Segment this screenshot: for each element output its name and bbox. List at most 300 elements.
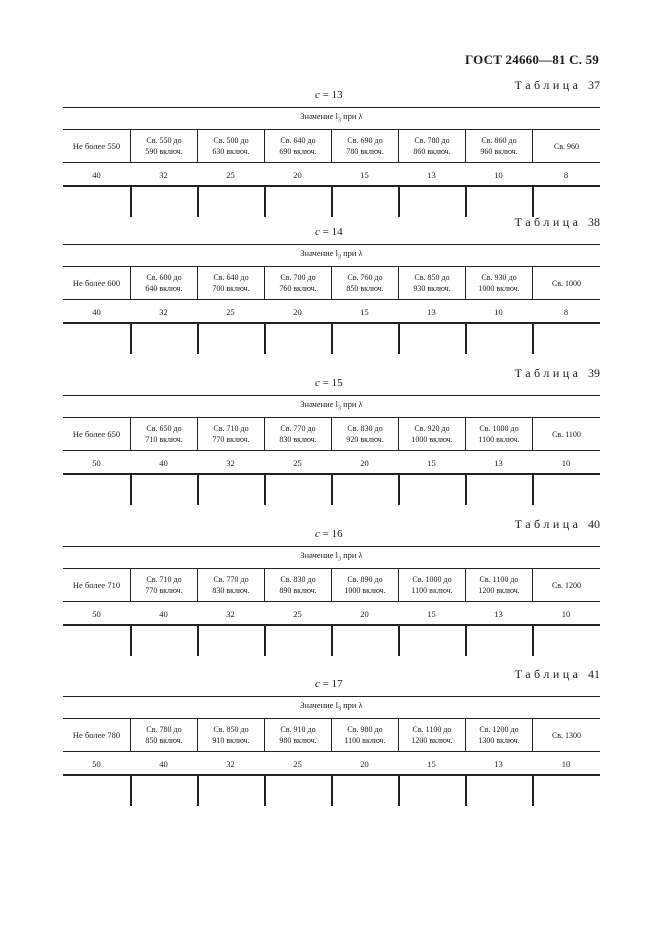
empty-cell: [197, 187, 264, 217]
value-cell: 32: [159, 307, 168, 317]
table-label: [515, 366, 600, 381]
column-header-text: [554, 141, 579, 152]
empty-row: [63, 776, 600, 806]
heading-subscript: 3: [337, 405, 341, 412]
column-header-line2: 700 включ.: [212, 284, 250, 293]
column-header: [532, 719, 600, 751]
column-headers: [63, 130, 600, 162]
empty-cell: [63, 187, 130, 217]
value-cell: 20: [293, 170, 302, 180]
c-symbol: c: [315, 89, 323, 101]
value-cell: 8: [563, 170, 569, 180]
value-cell: 32: [226, 609, 235, 619]
empty-cell: [331, 626, 398, 656]
column-header-line1: Св. 830 до: [347, 424, 383, 433]
value-cell: 10: [561, 759, 571, 769]
column-header: [398, 130, 465, 162]
column-header-text: [145, 135, 182, 157]
empty-cell: [532, 626, 600, 656]
column-header-line2: 920 включ.: [346, 435, 384, 444]
column-header: [130, 569, 197, 601]
c-symbol: c: [315, 226, 323, 238]
value-cell: 25: [226, 307, 235, 317]
empty-cell: [465, 776, 532, 806]
table-number: 40: [588, 517, 600, 531]
column-header-line1: Св. 780 до: [414, 136, 450, 145]
column-header-line1: Св. 650 до: [146, 424, 182, 433]
column-header: [63, 418, 130, 450]
c-equation: [315, 226, 343, 238]
column-header-line2: 780 включ.: [346, 147, 384, 156]
value-cell: 13: [427, 170, 436, 180]
table-heading: [63, 700, 600, 713]
column-header-line1: Св. 890 до: [347, 575, 383, 584]
empty-cell: [130, 475, 197, 505]
column-header-text: [279, 724, 316, 746]
empty-cell: [130, 324, 197, 354]
column-header-line1: Св. 980 до: [347, 725, 383, 734]
c-value: = 17: [322, 678, 343, 690]
empty-cell: [264, 475, 331, 505]
value-cell: 32: [159, 170, 168, 180]
column-header-line2: 1100 включ.: [478, 435, 520, 444]
column-header-text: [73, 141, 120, 152]
column-header: [331, 569, 398, 601]
column-header-line1: Св. 860 до: [481, 136, 517, 145]
column-header-text: [212, 272, 249, 294]
column-header-line1: Св. 850 до: [414, 273, 450, 282]
header-bottom-rule: [63, 299, 600, 300]
column-header: [532, 418, 600, 450]
heading-text: Значение l: [300, 111, 338, 121]
empty-cell: [63, 776, 130, 806]
value-cell: 32: [226, 759, 235, 769]
column-header-line2: 850 включ.: [145, 736, 183, 745]
column-header-line2: 770 включ.: [145, 586, 183, 595]
table-block: [63, 215, 600, 357]
table-label-text: Таблица: [514, 517, 588, 531]
values-row: [63, 458, 600, 468]
c-value: = 13: [322, 89, 343, 101]
column-header-line1: Св. 700 до: [280, 273, 316, 282]
value-cell: 13: [494, 458, 503, 468]
column-header-text: [73, 730, 120, 741]
column-header-text: [411, 574, 452, 596]
column-header-text: [344, 724, 385, 746]
empty-cell: [532, 324, 600, 354]
table-top-rule: [63, 107, 600, 108]
value-cell: 10: [494, 307, 503, 317]
page-header: ГОСТ 24660—81 С. 59: [465, 52, 599, 67]
empty-cell: [63, 324, 130, 354]
column-headers: [63, 418, 600, 450]
column-header-line2: 860 включ.: [413, 147, 451, 156]
value-cell: 10: [561, 609, 571, 619]
column-header-line1: Св. 710 до: [213, 424, 249, 433]
column-header-line2: 760 включ.: [279, 284, 317, 293]
column-header-line1: Св. 930 до: [481, 273, 517, 282]
empty-cell: [465, 324, 532, 354]
column-header: [264, 418, 331, 450]
column-header-text: [212, 135, 249, 157]
column-header-line2: 830 включ.: [279, 435, 317, 444]
column-header-line2: 930 включ.: [413, 284, 451, 293]
value-cell: 40: [92, 307, 101, 317]
table-top-rule: [63, 244, 600, 245]
table-label-text: Таблица: [514, 667, 588, 681]
column-header: [331, 267, 398, 299]
column-header: [63, 267, 130, 299]
column-header: [398, 719, 465, 751]
header-bottom-rule: [63, 601, 600, 602]
column-header-line1: Св. 1100 до: [479, 575, 519, 584]
c-symbol: c: [315, 528, 323, 540]
column-header-line1: Св. 1000 до: [479, 424, 519, 433]
column-header-text: [346, 272, 383, 294]
column-header-text: [279, 423, 316, 445]
column-header: [130, 267, 197, 299]
value-cell: 40: [159, 458, 168, 468]
heading-text: Значение l: [300, 399, 338, 409]
column-header-line2: 1200 включ.: [411, 736, 453, 745]
column-header: [63, 719, 130, 751]
column-header-line2: 770 включ.: [212, 435, 250, 444]
column-header-text: [145, 574, 182, 596]
column-header: [130, 418, 197, 450]
column-header-text: [478, 423, 519, 445]
value-cell: 20: [293, 307, 302, 317]
c-equation: [315, 89, 343, 101]
table-heading: [63, 550, 600, 563]
column-header-line1: Св. 710 до: [146, 575, 182, 584]
table-label: [515, 667, 600, 682]
column-header: [264, 719, 331, 751]
empty-cell: [197, 776, 264, 806]
value-cell: 8: [563, 307, 569, 317]
column-header-text: [478, 574, 519, 596]
column-header-line1: Св. 550 до: [146, 136, 182, 145]
column-header-text: [145, 423, 182, 445]
column-header: [331, 418, 398, 450]
column-header: [264, 130, 331, 162]
column-header-text: [552, 730, 581, 741]
column-header: [532, 130, 600, 162]
table-heading: [63, 248, 600, 261]
empty-cell: [264, 324, 331, 354]
column-header: [532, 569, 600, 601]
column-header-text: [145, 272, 182, 294]
value-cell: 50: [92, 609, 101, 619]
table-block: [63, 667, 600, 809]
heading-tail: при λ: [340, 248, 363, 258]
column-header-text: [478, 272, 519, 294]
empty-cell: [63, 475, 130, 505]
column-header-line2: 980 включ.: [279, 736, 317, 745]
empty-cell: [398, 324, 465, 354]
column-header-text: [478, 724, 519, 746]
column-header-text: [411, 724, 452, 746]
value-cell: 15: [427, 759, 436, 769]
value-cell: 15: [360, 170, 369, 180]
value-cell: 25: [226, 170, 235, 180]
column-header-text: [346, 423, 383, 445]
value-cell: 13: [427, 307, 436, 317]
value-cell: 10: [561, 458, 571, 468]
column-header: [465, 130, 532, 162]
value-cell: 20: [360, 759, 369, 769]
column-header-line2: 830 включ.: [212, 586, 250, 595]
c-equation: [315, 528, 343, 540]
empty-row: [63, 324, 600, 354]
column-header-line2: 1100 включ.: [344, 736, 386, 745]
column-header-line2: 1000 включ.: [411, 435, 453, 444]
empty-row: [63, 187, 600, 217]
empty-cell: [532, 776, 600, 806]
column-header: [398, 267, 465, 299]
column-header-line2: 1000 включ.: [478, 284, 520, 293]
column-header: [63, 569, 130, 601]
column-header: [465, 418, 532, 450]
column-header: [197, 418, 264, 450]
table-block: [63, 78, 600, 220]
column-header-line1: Св. 910 до: [280, 725, 316, 734]
table-number: 38: [588, 215, 600, 229]
c-equation: [315, 678, 343, 690]
column-header-line1: Не более 650: [72, 428, 121, 439]
column-header-line2: 690 включ.: [279, 147, 317, 156]
table-label: [515, 517, 600, 532]
table-label: [515, 215, 600, 230]
column-header-line1: Св. 1100 до: [412, 725, 452, 734]
column-header-text: [145, 724, 182, 746]
empty-cell: [197, 324, 264, 354]
c-symbol: c: [315, 377, 323, 389]
table-number: 41: [588, 667, 600, 681]
values-row: [63, 609, 600, 619]
empty-cell: [130, 776, 197, 806]
empty-cell: [398, 626, 465, 656]
table-heading: [63, 111, 600, 124]
value-cell: 25: [293, 609, 302, 619]
empty-cell: [130, 626, 197, 656]
table-label-text: Таблица: [514, 366, 588, 380]
column-header-line2: 1200 включ.: [478, 586, 520, 595]
column-header-text: [346, 135, 383, 157]
heading-tail: при λ: [340, 550, 363, 560]
value-cell: 15: [427, 458, 436, 468]
heading-text: Значение l: [300, 550, 338, 560]
value-cell: 25: [293, 458, 302, 468]
column-header-line2: 890 включ.: [279, 586, 317, 595]
column-header-line1: Св. 1000 до: [412, 575, 452, 584]
table-number: 37: [588, 78, 600, 92]
c-equation: [315, 377, 343, 389]
column-header-line2: 850 включ.: [346, 284, 384, 293]
value-cell: 32: [226, 458, 235, 468]
column-header-text: [480, 135, 517, 157]
value-cell: 13: [494, 759, 503, 769]
empty-cell: [465, 187, 532, 217]
column-header-line1: Св. 640 до: [213, 273, 249, 282]
empty-cell: [465, 626, 532, 656]
column-header-text: [279, 135, 316, 157]
column-header-text: [212, 574, 249, 596]
column-header-line1: Св. 500 до: [213, 136, 249, 145]
column-header-line1: Св. 640 до: [280, 136, 316, 145]
empty-cell: [197, 626, 264, 656]
column-header: [331, 130, 398, 162]
value-cell: 10: [494, 170, 503, 180]
header-bottom-rule: [63, 162, 600, 163]
empty-cell: [331, 475, 398, 505]
column-header-line1: Св. 1000: [551, 278, 582, 288]
column-header-line1: Св. 1100: [552, 429, 581, 439]
column-header: [532, 267, 600, 299]
column-header-line1: Св. 1200: [551, 580, 582, 590]
header-bottom-rule: [63, 751, 600, 752]
column-header-line1: Не более 710: [72, 579, 121, 590]
column-header-text: [344, 574, 385, 596]
value-cell: 50: [92, 458, 101, 468]
table-label-text: Таблица: [514, 215, 588, 229]
column-header-line1: Св. 770 до: [280, 424, 316, 433]
column-header: [398, 418, 465, 450]
table-label: [515, 78, 600, 93]
empty-cell: [532, 187, 600, 217]
column-header-line2: 710 включ.: [145, 435, 183, 444]
heading-tail: при λ: [340, 399, 363, 409]
column-header-text: [212, 724, 249, 746]
column-header-line1: Не более 600: [72, 277, 121, 288]
empty-cell: [331, 776, 398, 806]
column-header: [264, 267, 331, 299]
column-header-line2: 960 включ.: [480, 147, 518, 156]
column-header-line1: Св. 920 до: [414, 424, 450, 433]
column-header-line1: Св. 760 до: [347, 273, 383, 282]
column-header-line1: Св. 960: [553, 141, 580, 151]
column-header-line1: Св. 1200 до: [479, 725, 519, 734]
value-cell: 15: [360, 307, 369, 317]
column-header-line1: Св. 850 до: [213, 725, 249, 734]
empty-cell: [398, 475, 465, 505]
table-number: 39: [588, 366, 600, 380]
heading-subscript: 3: [337, 254, 341, 261]
column-header: [197, 130, 264, 162]
heading-tail: при λ: [340, 111, 363, 121]
c-value: = 15: [322, 377, 343, 389]
table-block: [63, 517, 600, 659]
column-header-text: [279, 272, 316, 294]
column-headers: [63, 267, 600, 299]
column-header-text: [212, 423, 249, 445]
empty-cell: [130, 187, 197, 217]
column-header-line2: 1000 включ.: [344, 586, 386, 595]
c-value: = 16: [322, 528, 343, 540]
column-header-line1: Св. 1300: [551, 730, 582, 740]
column-header: [331, 719, 398, 751]
column-header-line2: 630 включ.: [212, 147, 250, 156]
column-header: [398, 569, 465, 601]
column-header: [465, 267, 532, 299]
table-top-rule: [63, 696, 600, 697]
value-cell: 15: [427, 609, 436, 619]
c-value: = 14: [322, 226, 343, 238]
column-header-line2: 590 включ.: [145, 147, 183, 156]
heading-text: Значение l: [300, 248, 338, 258]
heading-subscript: 3: [337, 556, 341, 563]
empty-cell: [331, 324, 398, 354]
column-header-text: [413, 135, 450, 157]
column-header-text: [73, 580, 120, 591]
value-cell: 25: [293, 759, 302, 769]
values-row: [63, 307, 600, 317]
value-cell: 40: [159, 759, 168, 769]
column-header-line2: 1100 включ.: [411, 586, 453, 595]
column-header-text: [413, 272, 450, 294]
empty-cell: [264, 626, 331, 656]
table-top-rule: [63, 546, 600, 547]
value-cell: 13: [494, 609, 503, 619]
column-header-text: [73, 429, 120, 440]
column-header-line1: Не более 550: [72, 140, 121, 151]
empty-cell: [398, 776, 465, 806]
column-header-line1: Св. 600 до: [146, 273, 182, 282]
column-header: [130, 719, 197, 751]
empty-cell: [465, 475, 532, 505]
heading-subscript: 3: [337, 117, 341, 124]
column-header-line2: 1300 включ.: [478, 736, 520, 745]
table-label-text: Таблица: [514, 78, 588, 92]
value-cell: 20: [360, 609, 369, 619]
heading-text: Значение l: [300, 700, 338, 710]
table-top-rule: [63, 395, 600, 396]
column-header-text: [279, 574, 316, 596]
header-bottom-rule: [63, 450, 600, 451]
column-header-text: [552, 580, 581, 591]
column-header-line2: 640 включ.: [145, 284, 183, 293]
column-header: [130, 130, 197, 162]
column-header: [197, 569, 264, 601]
column-header-line1: Св. 780 до: [146, 725, 182, 734]
empty-cell: [264, 187, 331, 217]
column-headers: [63, 569, 600, 601]
column-header-line1: Св. 770 до: [213, 575, 249, 584]
empty-cell: [331, 187, 398, 217]
column-header: [465, 719, 532, 751]
empty-cell: [532, 475, 600, 505]
values-row: [63, 759, 600, 769]
column-header: [197, 719, 264, 751]
column-header-line1: Св. 830 до: [280, 575, 316, 584]
column-headers: [63, 719, 600, 751]
value-cell: 20: [360, 458, 369, 468]
empty-cell: [197, 475, 264, 505]
column-header-line2: 910 включ.: [212, 736, 250, 745]
column-header: [63, 130, 130, 162]
values-row: [63, 170, 600, 180]
table-heading: [63, 399, 600, 412]
column-header: [264, 569, 331, 601]
column-header: [465, 569, 532, 601]
column-header-line1: Св. 690 до: [347, 136, 383, 145]
empty-cell: [264, 776, 331, 806]
empty-cell: [398, 187, 465, 217]
heading-tail: при λ: [340, 700, 363, 710]
heading-subscript: 3: [337, 706, 341, 713]
c-symbol: c: [315, 678, 323, 690]
value-cell: 40: [159, 609, 168, 619]
column-header: [197, 267, 264, 299]
